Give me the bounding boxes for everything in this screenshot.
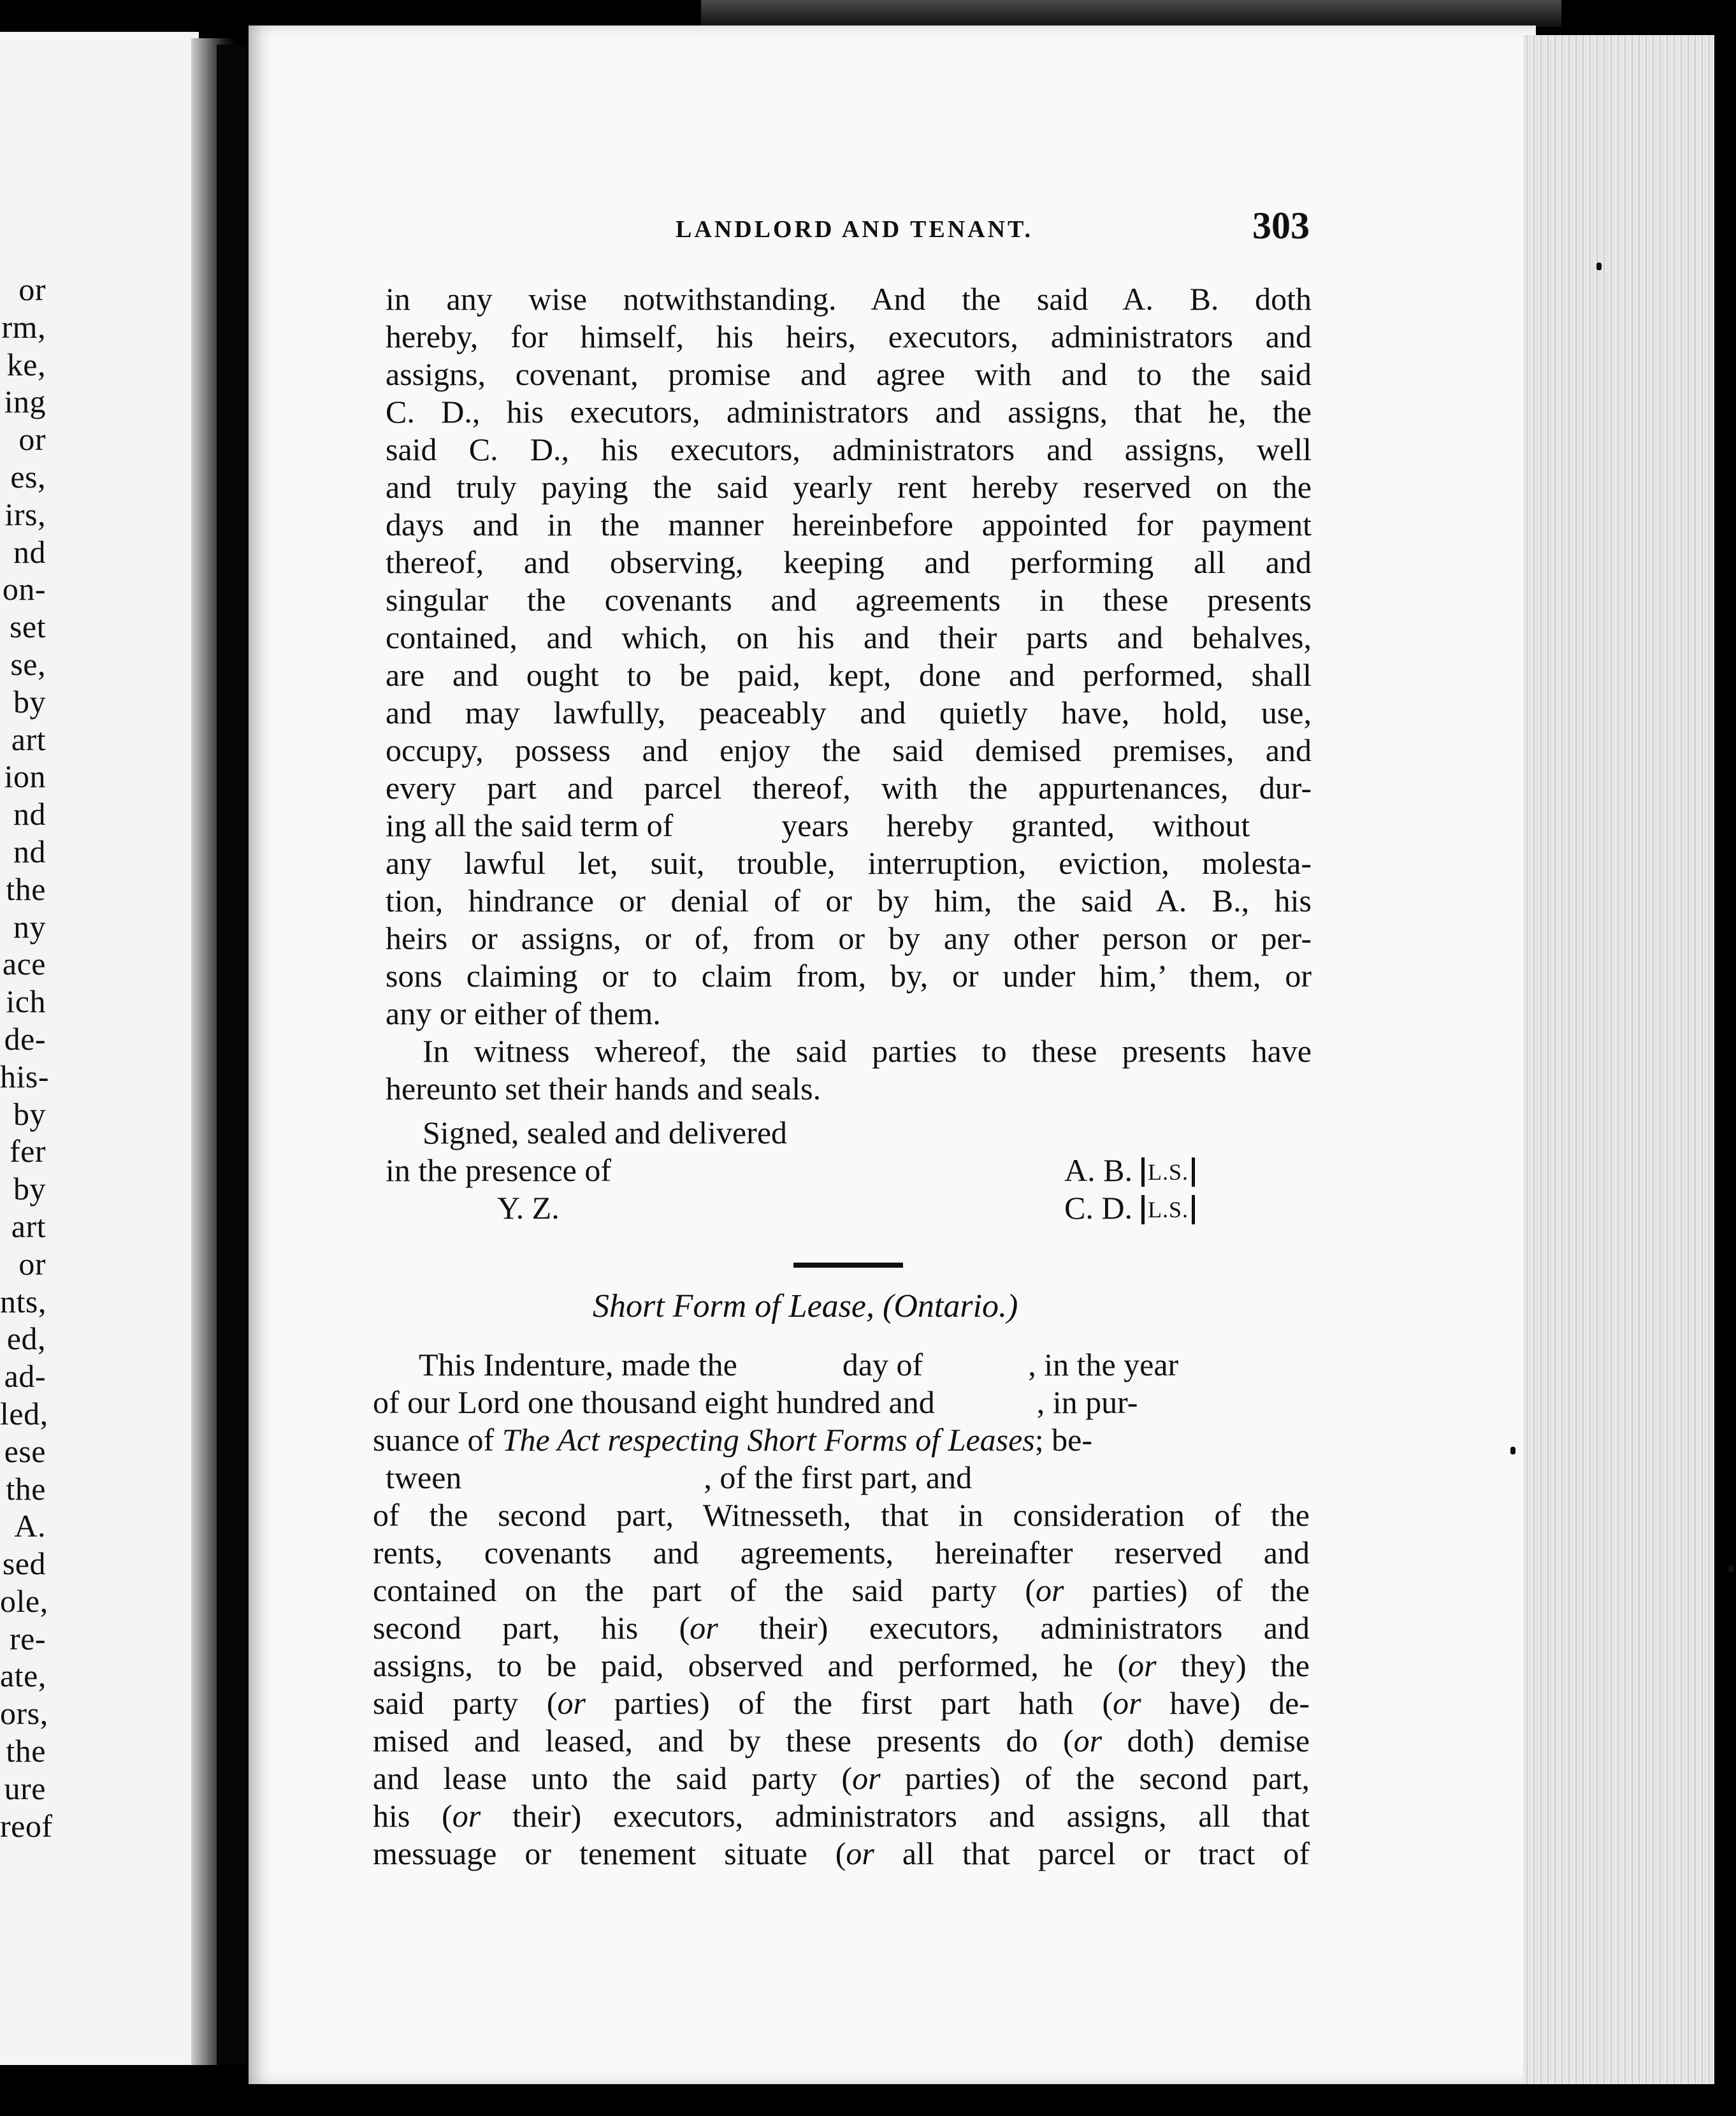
- running-head: LANDLORD AND TENANT.: [676, 216, 1034, 243]
- left-margin-fragment: sed: [2, 1546, 46, 1582]
- text-fragment: , of the first part, and: [704, 1460, 973, 1495]
- text-line: In witness whereof, the said parties to these presents have: [423, 1033, 1312, 1069]
- text-line: any lawful let, suit, trouble, interruption, eviction, molesta-: [386, 845, 1312, 881]
- text-line: sons claiming or to claim from, by, or under him,’ them, or: [386, 958, 1312, 994]
- text-line: thereof, and observing, keeping and performing all and: [386, 544, 1312, 580]
- left-margin-fragment: ny: [13, 908, 46, 945]
- text-line: heirs or assigns, or of, from or by any other person or per-: [386, 920, 1312, 956]
- text-line: contained on the part of the said party (or parties) of the: [373, 1572, 1310, 1608]
- left-margin-fragment: ke,: [6, 346, 46, 382]
- text-fragment: , in the year: [1028, 1347, 1179, 1382]
- left-margin-fragment: es,: [10, 458, 46, 495]
- left-margin-fragment: nd: [13, 833, 46, 869]
- text-line: rents, covenants and agreements, hereinafter reserved and: [373, 1535, 1310, 1570]
- page-edges: [1523, 35, 1714, 2084]
- text-line: hereunto set their hands and seals.: [386, 1071, 821, 1106]
- text-line: contained, and which, on his and their parts and behalves,: [386, 620, 1312, 655]
- left-margin-fragment: or: [18, 421, 46, 458]
- text-line: hereby, for himself, his heirs, executors, administrators and: [386, 319, 1312, 354]
- text-line: assigns, covenant, promise and agree with and to the said: [386, 356, 1312, 392]
- text-line-with-blanks: [373, 1346, 1310, 1384]
- text-line: messuage or tenement situate (or all that parcel or tract of: [373, 1836, 1310, 1871]
- top-shadow: [701, 0, 1561, 27]
- text-fragment: years hereby granted, without: [781, 808, 1250, 843]
- left-margin-fragment: ure: [4, 1770, 46, 1806]
- left-margin-fragment: nts,: [0, 1283, 47, 1319]
- speck-mark: [1596, 263, 1602, 270]
- text-line: said party (or parties) of the first part hath (or have) de-: [373, 1685, 1310, 1721]
- text-line: days and in the manner hereinbefore appointed for payment: [386, 507, 1312, 542]
- witness-name: Y. Z.: [497, 1190, 560, 1226]
- left-margin-fragment: nd: [13, 796, 46, 832]
- left-margin-fragment: ate,: [0, 1658, 47, 1694]
- left-margin-fragment: by: [13, 1171, 46, 1207]
- text-line-with-blank: [373, 1384, 1310, 1421]
- left-margin-fragment: se,: [10, 646, 46, 682]
- text-line: second part, his (or their) executors, administrators and: [373, 1610, 1310, 1646]
- text-fragment: ; be-: [1034, 1422, 1092, 1458]
- text-line: mised and leased, and by these presents do (or doth) demise: [373, 1723, 1310, 1758]
- party-ab-name: A. B.: [1064, 1152, 1132, 1188]
- left-margin-fragment: fer: [10, 1133, 46, 1170]
- left-margin-fragment: the: [6, 1470, 46, 1507]
- act-title: The Act respecting Short Forms of Leases: [502, 1422, 1035, 1458]
- left-margin-fragment: art: [11, 1208, 46, 1244]
- text-line: said C. D., his executors, administrators and assigns, well: [386, 431, 1312, 467]
- left-margin-fragment: or: [18, 1245, 46, 1282]
- speck-mark: [1728, 1565, 1733, 1572]
- speck-mark: [1510, 1447, 1515, 1454]
- text-line: and may lawfully, peaceably and quietly have, hold, use,: [386, 695, 1312, 730]
- text-line: his (or their) executors, administrators and assigns, all that: [373, 1798, 1310, 1834]
- paragraph-covenant: [386, 280, 1312, 1108]
- party-cd: [1064, 1189, 1195, 1227]
- left-margin-fragment: the: [6, 1733, 46, 1769]
- left-margin-fragment: ion: [4, 758, 46, 795]
- left-margin-fragment: by: [13, 683, 46, 720]
- text-line: in any wise notwithstanding. And the said A. B. doth: [386, 281, 1312, 317]
- text-line: and lease unto the said party (or parties) of the second part,: [373, 1760, 1310, 1796]
- left-margin-fragment: ese: [4, 1433, 46, 1469]
- left-margin-fragment: on-: [2, 571, 46, 607]
- left-margin-fragment: or: [18, 272, 46, 307]
- left-margin-fragment: ace: [2, 946, 46, 982]
- left-page-text-fragments: [0, 271, 53, 1844]
- left-margin-fragment: A.: [14, 1508, 46, 1544]
- text-fragment: ing all the said term of: [386, 808, 674, 843]
- text-line: C. D., his executors, administrators and assigns, that he, the: [386, 394, 1312, 430]
- left-margin-fragment: ors,: [0, 1695, 48, 1732]
- text-line: occupy, possess and enjoy the said demised premises, and: [386, 732, 1312, 768]
- text-fragment: suance of: [373, 1422, 502, 1458]
- party-cd-name: C. D.: [1064, 1190, 1132, 1226]
- seal-mark: L.S.: [1141, 1195, 1195, 1224]
- text-line: [373, 1421, 1310, 1459]
- left-margin-fragment: by: [13, 1096, 46, 1132]
- paragraph-short-form: [373, 1346, 1310, 1873]
- section-title: Short Form of Lease, (Ontario.): [593, 1288, 1018, 1324]
- text-line: any or either of them.: [386, 996, 661, 1031]
- signature-block: [386, 1114, 1312, 1227]
- seal-mark: L.S.: [1141, 1157, 1195, 1187]
- left-margin-fragment: the: [6, 871, 46, 907]
- text-line: are and ought to be paid, kept, done and performed, shall: [386, 657, 1312, 693]
- text-fragment: This Indenture, made the: [419, 1347, 737, 1382]
- text-line: singular the covenants and agreements in these presents: [386, 582, 1312, 618]
- page-number: 303: [1252, 205, 1310, 247]
- left-margin-fragment: reof: [0, 1808, 53, 1844]
- signed-sealed-line: Signed, sealed and delivered: [423, 1115, 788, 1150]
- text-fragment: day of: [842, 1347, 923, 1382]
- text-line: and truly paying the said yearly rent hereby reserved on the: [386, 469, 1312, 505]
- left-margin-fragment: art: [11, 721, 46, 757]
- left-margin-fragment: ich: [6, 983, 46, 1020]
- left-margin-fragment: rm,: [1, 308, 46, 345]
- left-margin-fragment: ole,: [0, 1583, 48, 1619]
- left-margin-fragment: ing: [4, 384, 46, 420]
- text-line: assigns, to be paid, observed and performed, he (or they) the: [373, 1648, 1310, 1683]
- left-margin-fragment: nd: [13, 533, 46, 570]
- left-margin-fragment: ad-: [4, 1358, 46, 1395]
- left-margin-fragment: ed,: [6, 1321, 46, 1357]
- left-margin-fragment: irs,: [4, 496, 46, 532]
- text-line-with-blank: [386, 807, 1312, 844]
- left-margin-fragment: de-: [4, 1020, 46, 1057]
- text-fragment: tween: [386, 1460, 462, 1495]
- text-fragment: , in pur-: [1036, 1384, 1138, 1420]
- text-fragment: of our Lord one thousand eight hundred and: [373, 1384, 935, 1420]
- left-margin-fragment: led,: [0, 1395, 48, 1431]
- text-line-with-blank: [373, 1459, 1310, 1496]
- section-divider-rule: [793, 1263, 903, 1268]
- presence-line: in the presence of: [386, 1152, 612, 1188]
- text-line: every part and parcel thereof, with the appurtenances, dur-: [386, 770, 1312, 806]
- left-margin-fragment: his-: [0, 1058, 49, 1094]
- left-margin-fragment: re-: [10, 1620, 46, 1656]
- text-line: of the second part, Witnesseth, that in consideration of the: [373, 1497, 1310, 1533]
- text-line: tion, hindrance or denial of or by him, the said A. B., his: [386, 883, 1312, 918]
- party-ab: [1064, 1152, 1195, 1189]
- left-margin-fragment: set: [9, 609, 46, 645]
